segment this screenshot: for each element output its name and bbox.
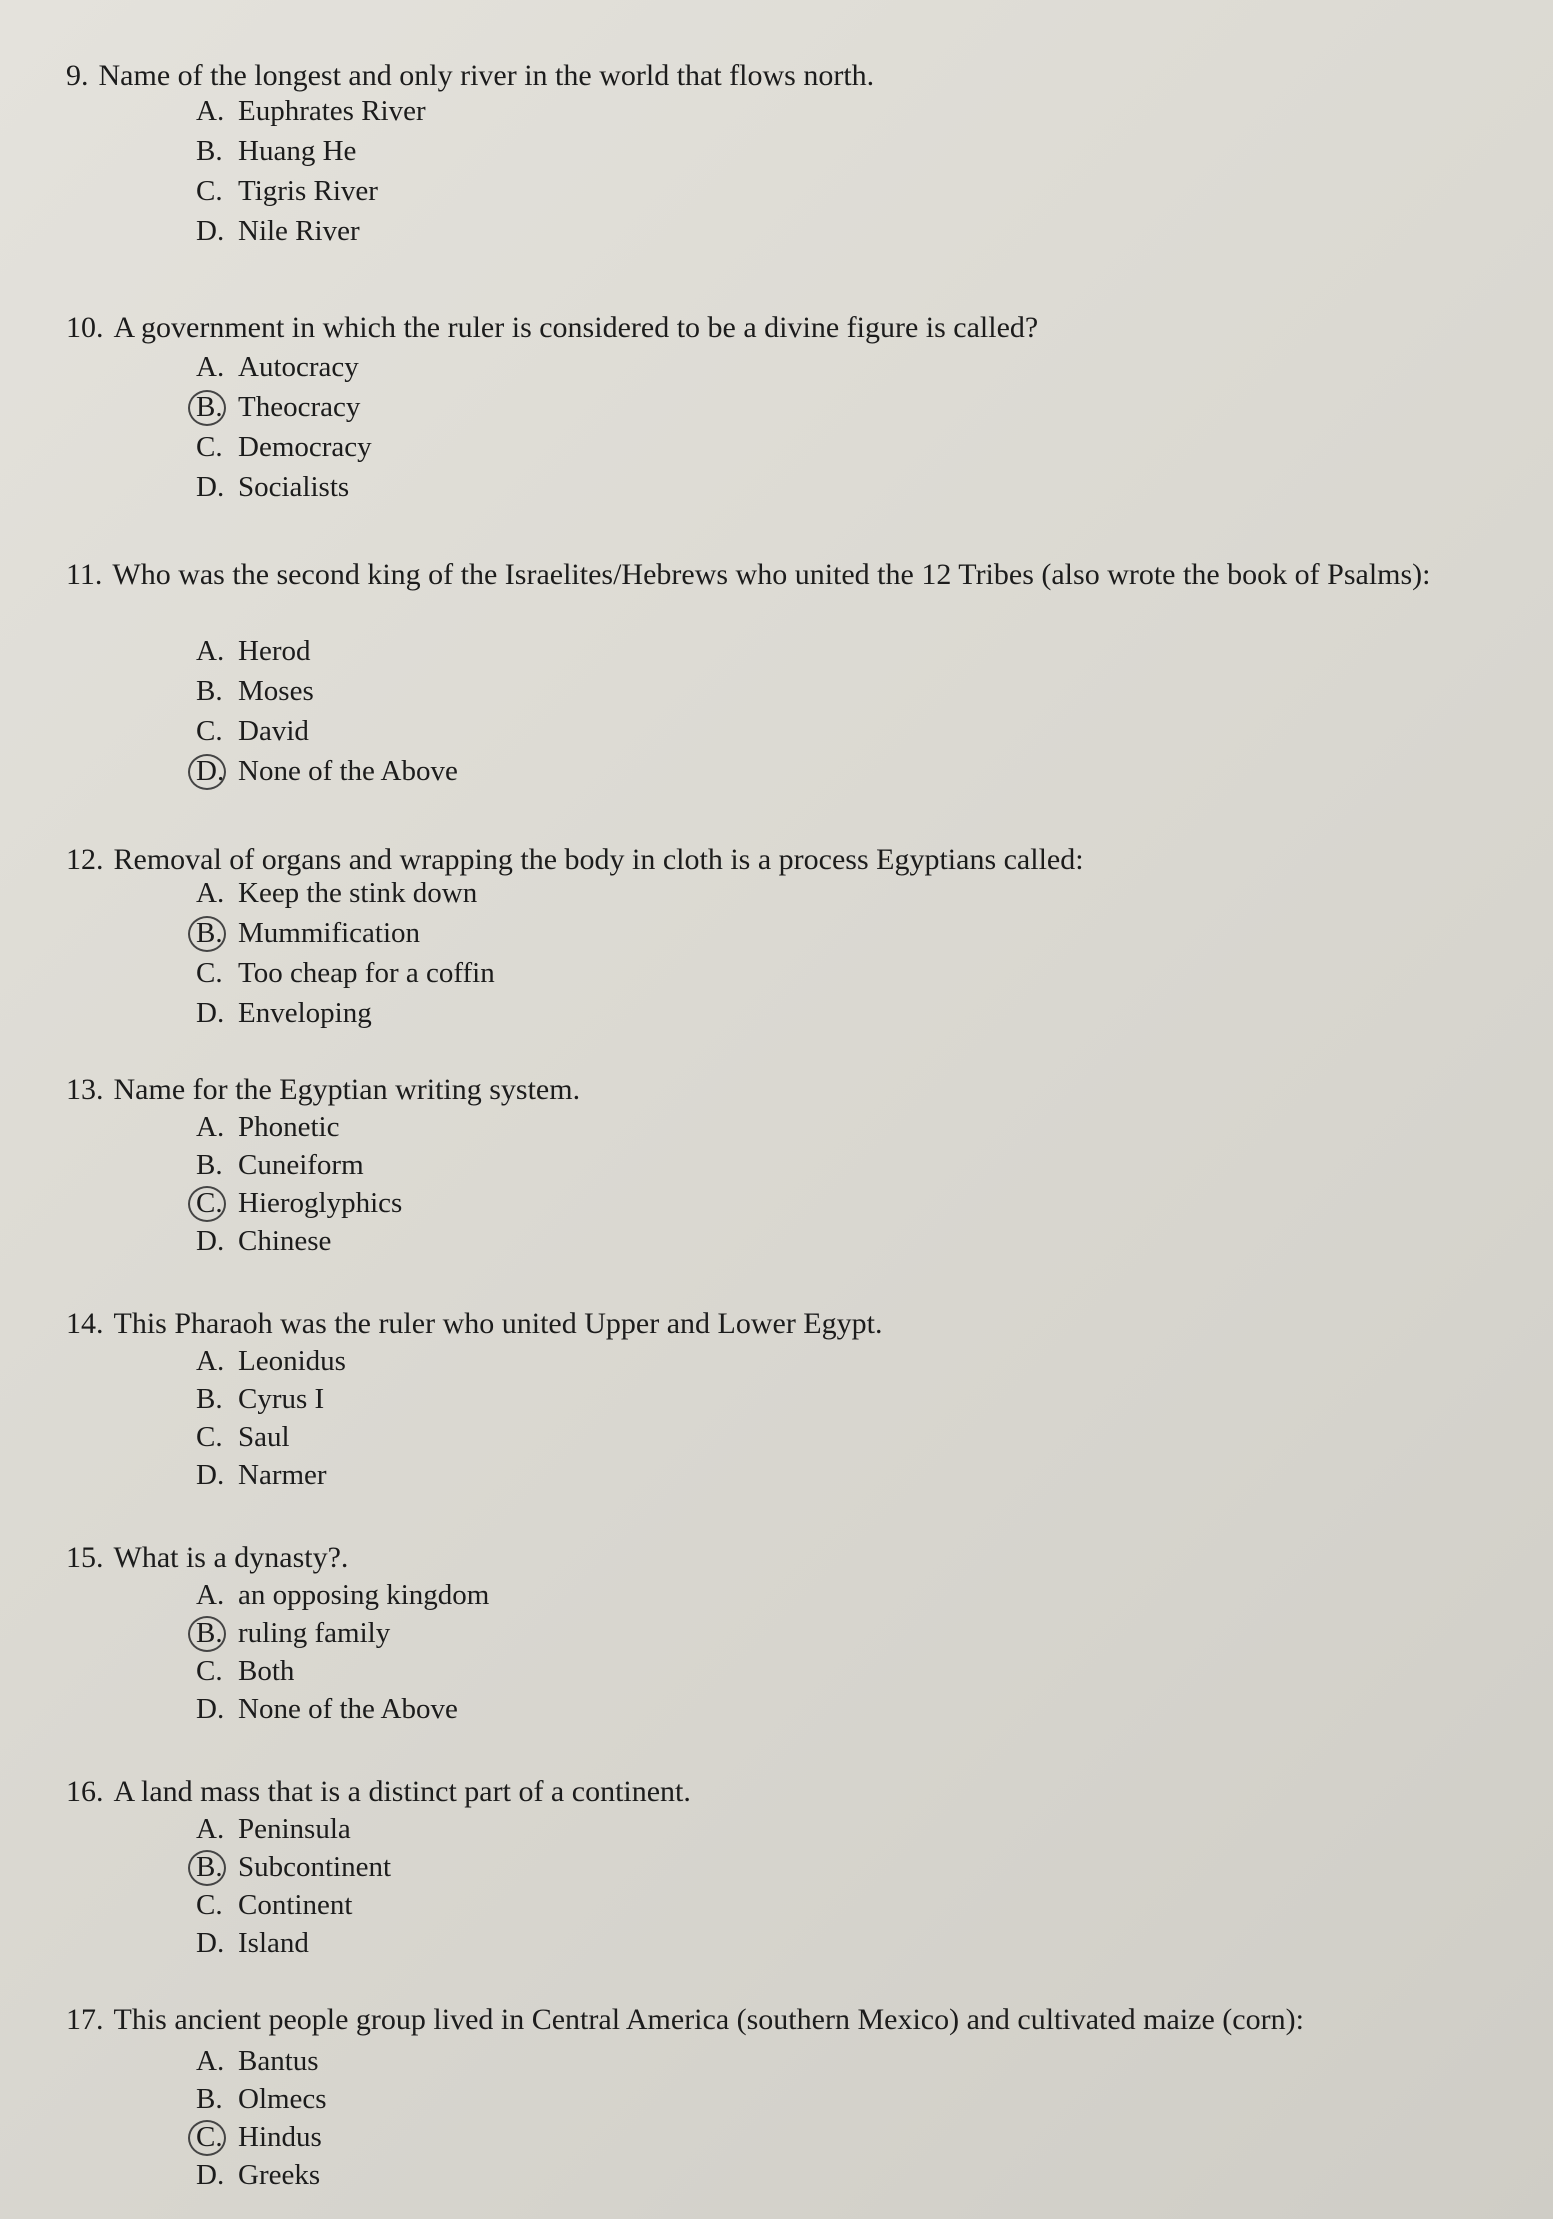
question-prompt: This ancient people group lived in Central America (southern Mexico) and cultivated maize (corn): — [113, 2003, 1304, 2036]
option-letter: B. — [196, 135, 223, 167]
answer-option — [196, 388, 360, 426]
option-letter: B. — [196, 2083, 223, 2115]
question-number: 14. — [66, 1307, 104, 1340]
answer-option — [196, 1924, 309, 1962]
answer-option — [196, 874, 477, 912]
option-text: None of the Above — [238, 1693, 458, 1725]
option-text: Moses — [238, 675, 314, 707]
option-letter: C. — [196, 1421, 223, 1453]
answer-option — [196, 632, 310, 670]
answer-option — [196, 348, 359, 386]
option-text: ruling family — [238, 1617, 391, 1649]
option-text: Phonetic — [238, 1111, 340, 1143]
circled-option-letter: C. — [196, 2118, 230, 2156]
answer-option — [196, 1690, 458, 1728]
question-text — [66, 56, 1526, 96]
answer-option — [196, 914, 420, 952]
option-text: Too cheap for a coffin — [238, 957, 495, 989]
answer-option — [196, 2156, 320, 2194]
question-prompt: What is a dynasty?. — [113, 1541, 349, 1574]
option-text: Autocracy — [238, 351, 359, 383]
answer-option — [196, 1848, 391, 1886]
answer-option — [196, 1456, 327, 1494]
option-letter: A. — [196, 351, 225, 383]
answer-option — [196, 1810, 351, 1848]
answer-option — [196, 1108, 340, 1146]
question-text — [66, 2000, 1526, 2040]
option-text: Leonidus — [238, 1345, 346, 1377]
answer-option — [196, 2080, 327, 2118]
option-letter: A. — [196, 2045, 225, 2077]
option-text: Mummification — [238, 917, 421, 949]
question-prompt: Name of the longest and only river in the world that flows north. — [98, 59, 875, 92]
question-number: 13. — [66, 1073, 104, 1106]
option-text: Tigris River — [238, 175, 378, 207]
option-letter: D. — [196, 471, 225, 503]
option-text: Cyrus I — [238, 1383, 325, 1415]
option-letter: D. — [196, 2159, 225, 2191]
answer-option — [196, 468, 349, 506]
option-text: an opposing kingdom — [238, 1579, 490, 1611]
question-number: 12. — [66, 843, 104, 876]
circled-option-letter: B. — [196, 1848, 230, 1886]
question-number: 15. — [66, 1541, 104, 1574]
question-text — [66, 308, 1526, 348]
answer-option — [196, 172, 378, 210]
option-text: Huang He — [238, 135, 357, 167]
option-letter: D. — [196, 1927, 225, 1959]
answer-option — [196, 752, 458, 790]
option-letter: D. — [196, 1225, 225, 1257]
option-text: Subcontinent — [238, 1851, 392, 1883]
option-text: Peninsula — [238, 1813, 351, 1845]
answer-option — [196, 1222, 331, 1260]
circled-option-letter: B. — [196, 388, 230, 426]
option-text: Island — [238, 1927, 309, 1959]
option-letter: A. — [196, 1813, 225, 1845]
option-text: None of the Above — [238, 755, 458, 787]
option-text: Euphrates River — [238, 95, 426, 127]
question-number: 10. — [66, 311, 104, 344]
question-prompt: Removal of organs and wrapping the body in cloth is a process Egyptians called: — [113, 843, 1084, 876]
option-text: Herod — [238, 635, 311, 667]
option-text: Socialists — [238, 471, 350, 503]
option-text: Saul — [238, 1421, 290, 1453]
option-letter: C. — [196, 1889, 223, 1921]
option-letter: A. — [196, 877, 225, 909]
option-letter: C. — [196, 715, 223, 747]
option-text: David — [238, 715, 309, 747]
circled-option-letter: B. — [196, 1614, 230, 1652]
option-letter: D. — [196, 1459, 225, 1491]
question-text — [66, 1070, 1526, 1110]
option-text: Democracy — [238, 431, 372, 463]
option-letter: C. — [196, 1655, 223, 1687]
option-letter: A. — [196, 1579, 225, 1611]
option-text: Chinese — [238, 1225, 332, 1257]
answer-option — [196, 1652, 294, 1690]
question-prompt: Name for the Egyptian writing system. — [113, 1073, 581, 1106]
option-text: Continent — [238, 1889, 353, 1921]
answer-option — [196, 1380, 324, 1418]
option-letter: B. — [196, 1383, 223, 1415]
question-prompt: This Pharaoh was the ruler who united Upper and Lower Egypt. — [113, 1307, 883, 1340]
answer-option — [196, 1576, 489, 1614]
answer-option — [196, 92, 426, 130]
circled-option-letter: D. — [196, 752, 230, 790]
question-prompt: A land mass that is a distinct part of a continent. — [113, 1775, 691, 1808]
option-letter: D. — [196, 1693, 225, 1725]
option-letter: D. — [196, 215, 225, 247]
option-text: Cuneiform — [238, 1149, 364, 1181]
option-text: Narmer — [238, 1459, 327, 1491]
answer-option — [196, 1342, 346, 1380]
answer-option — [196, 2118, 322, 2156]
option-letter: D. — [196, 997, 225, 1029]
answer-option — [196, 212, 360, 250]
option-letter: A. — [196, 95, 225, 127]
question-number: 16. — [66, 1775, 104, 1808]
option-text: Olmecs — [238, 2083, 327, 2115]
question-number: 17. — [66, 2003, 104, 2036]
answer-option — [196, 994, 372, 1032]
option-letter: A. — [196, 1345, 225, 1377]
circled-option-letter: B. — [196, 914, 230, 952]
answer-option — [196, 1886, 352, 1924]
question-prompt: Who was the second king of the Israelites/Hebrews who united the 12 Tribes (also wrote the book of Psalms): — [112, 558, 1431, 591]
answer-option — [196, 1418, 290, 1456]
answer-option — [196, 954, 495, 992]
option-text: Hindus — [238, 2121, 322, 2153]
option-text: Enveloping — [238, 997, 372, 1029]
option-text: Bantus — [238, 2045, 319, 2077]
question-text — [66, 555, 1526, 595]
answer-option — [196, 712, 309, 750]
circled-option-letter: C. — [196, 1184, 230, 1222]
answer-option — [196, 2042, 319, 2080]
answer-option — [196, 1146, 364, 1184]
question-text — [66, 1772, 1526, 1812]
question-prompt: A government in which the ruler is considered to be a divine figure is called? — [113, 311, 1039, 344]
option-letter: C. — [196, 175, 223, 207]
option-text: Keep the stink down — [238, 877, 478, 909]
question-number: 9. — [66, 59, 89, 92]
answer-option — [196, 1184, 402, 1222]
question-text — [66, 1304, 1526, 1344]
option-letter: B. — [196, 1149, 223, 1181]
option-letter: C. — [196, 957, 223, 989]
option-letter: A. — [196, 1111, 225, 1143]
option-text: Theocracy — [238, 391, 361, 423]
question-text — [66, 1538, 1526, 1578]
option-letter: C. — [196, 431, 223, 463]
question-number: 11. — [66, 558, 103, 591]
answer-option — [196, 1614, 390, 1652]
option-text: Hieroglyphics — [238, 1187, 403, 1219]
option-text: Both — [238, 1655, 295, 1687]
answer-option — [196, 672, 314, 710]
option-text: Nile River — [238, 215, 360, 247]
option-letter: A. — [196, 635, 225, 667]
option-letter: B. — [196, 675, 223, 707]
answer-option — [196, 428, 372, 466]
option-text: Greeks — [238, 2159, 321, 2191]
answer-option — [196, 132, 356, 170]
